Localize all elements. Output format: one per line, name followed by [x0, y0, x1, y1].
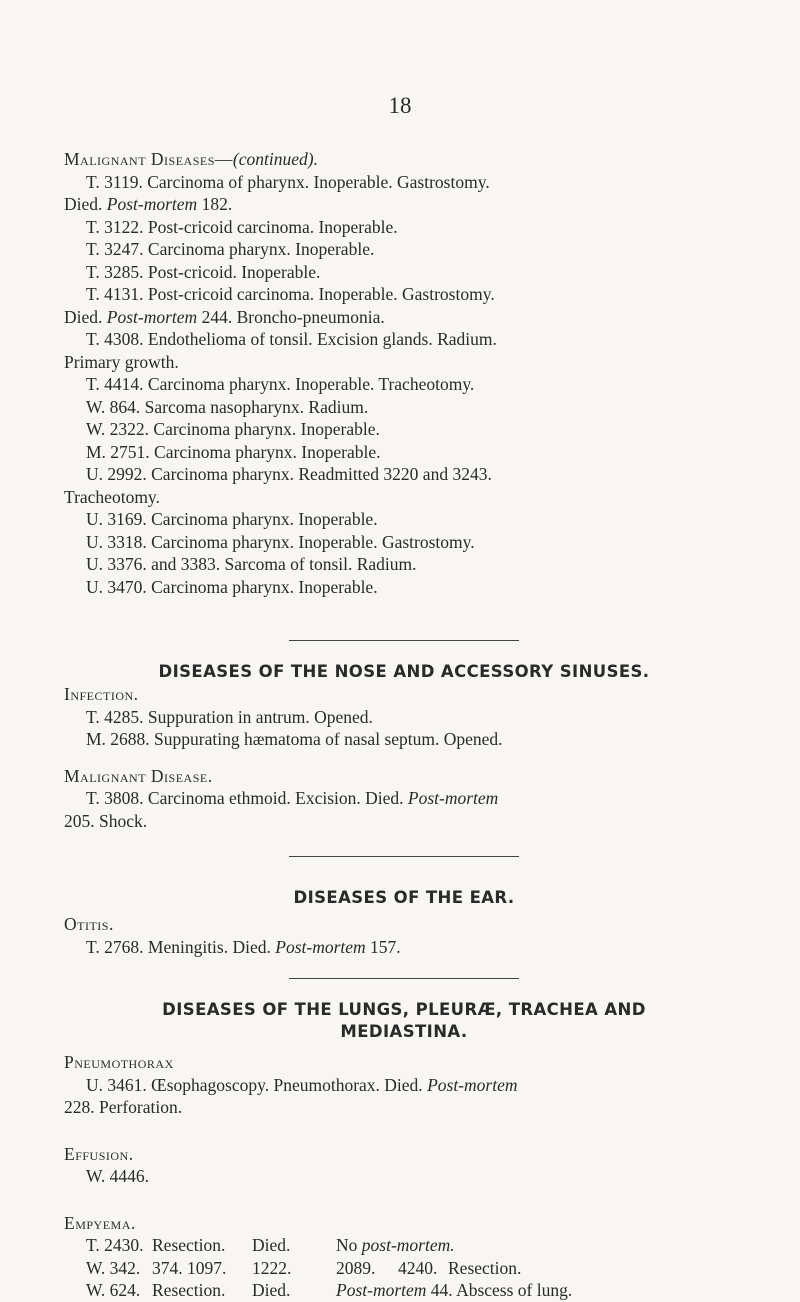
ear-heading: DISEASES OF THE EAR. [293, 888, 515, 907]
post-mortem-label: Post-mortem [427, 1074, 518, 1095]
case-text: U. 3169. Carcinoma pharynx. Inoperable. [86, 509, 378, 529]
cell: Resection. [448, 1257, 522, 1278]
cell: Resection. [152, 1235, 226, 1255]
cell: T. 2430. [86, 1235, 144, 1255]
heading-prefix: Malignant Diseases— [64, 149, 233, 169]
case-line [64, 193, 744, 216]
case-text: 244. Broncho-pneumonia. [201, 306, 385, 327]
cell: 4240. [398, 1257, 438, 1278]
case-line: T. 4285. Suppuration in antrum. Opened. [86, 706, 373, 727]
cell-text: Abscess of lung. [456, 1280, 573, 1300]
case-text: U. 3461. Œsophagoscopy. Pneumothorax. Died. [86, 1074, 423, 1095]
case-text: T. 3808. Carcinoma ethmoid. Excision. Died. [86, 788, 404, 808]
case-line [64, 576, 744, 599]
case-text: U. 2992. Carcinoma pharynx. Readmitted 3220 and 3243. [86, 464, 492, 484]
post-mortem-label: Post-mortem [106, 194, 198, 214]
page-number: 18 [388, 93, 412, 118]
nose-section [64, 661, 744, 832]
case-text: T. 3122. Post-cricoid carcinoma. Inoperable. [86, 216, 398, 237]
malignant-diseases-section [64, 148, 744, 598]
case-text: T. 3247. Carcinoma pharynx. Inoperable. [86, 239, 375, 259]
cell [336, 1234, 744, 1257]
case-line [64, 787, 744, 810]
case-line [64, 238, 744, 261]
ear-section [64, 887, 744, 958]
cell: Died. [252, 1280, 291, 1300]
case-text: M. 2751. Carcinoma pharynx. Inoperable. [86, 441, 381, 462]
case-text: 182. [201, 194, 233, 214]
lungs-section [64, 999, 744, 1302]
case-text: Tracheotomy. [64, 486, 160, 507]
infection-label: Infection. [64, 684, 139, 704]
case-text: T. 3285. Post-cricoid. Inoperable. [86, 261, 321, 282]
case-line [64, 261, 744, 284]
empyema-row [64, 1257, 744, 1280]
case-line [64, 216, 744, 239]
case-text: Died. [64, 194, 103, 214]
lungs-heading-line1: DISEASES OF THE LUNGS, PLEURÆ, TRACHEA AND [162, 1000, 646, 1019]
empyema-row [64, 1279, 744, 1302]
case-text: U. 3376. and 3383. Sarcoma of tonsil. Radium. [86, 554, 417, 574]
case-text: T. 4414. Carcinoma pharynx. Inoperable. Tracheotomy. [86, 374, 475, 394]
malignant-label: Malignant Disease. [64, 765, 213, 786]
empyema-row [64, 1234, 744, 1257]
case-text: U. 3470. Carcinoma pharynx. Inoperable. [86, 576, 378, 597]
case-text: W. 864. Sarcoma nasopharynx. Radium. [86, 396, 369, 417]
case-line: M. 2688. Suppurating hæmatoma of nasal septum. Opened. [86, 729, 503, 749]
case-line: 228. Perforation. [64, 1097, 183, 1117]
cell: 2089. [336, 1257, 376, 1278]
cell: Died. [252, 1235, 291, 1255]
case-line [64, 283, 744, 306]
cell: W. 342. [86, 1257, 141, 1278]
cell [336, 1279, 744, 1302]
case-line [64, 1074, 744, 1097]
case-line: 205. Shock. [64, 810, 148, 831]
empyema-label: Empyema. [64, 1212, 136, 1233]
case-line [64, 936, 744, 959]
cell: 1222. [252, 1257, 292, 1278]
nose-heading: DISEASES OF THE NOSE AND ACCESSORY SINUSES. [158, 662, 650, 681]
case-line [64, 486, 744, 509]
page-content [64, 148, 744, 1302]
case-line [64, 306, 744, 329]
post-mortem-label: Post-mortem [336, 1280, 427, 1300]
cell: 374. 1097. [152, 1257, 227, 1278]
case-text: Died. [64, 306, 103, 327]
case-text: T. 3119. Carcinoma of pharynx. Inoperable. Gastrostomy. [86, 171, 490, 192]
otitis-label: Otitis. [64, 914, 114, 934]
cell: Resection. [152, 1280, 226, 1300]
case-line: W. 4446. [86, 1166, 150, 1186]
case-line [64, 328, 744, 351]
post-mortem-label: Post-mortem [275, 936, 366, 957]
case-line [64, 418, 744, 441]
pneumothorax-label: Pneumothorax [64, 1052, 174, 1072]
case-line [64, 553, 744, 576]
heading-suffix: (continued). [232, 149, 318, 169]
case-line [64, 351, 744, 374]
post-mortem-number: 157. [370, 936, 401, 957]
case-line [64, 171, 744, 194]
case-text: Primary growth. [64, 351, 179, 372]
cell-text: No [336, 1235, 358, 1255]
case-text: T. 2768. Meningitis. Died. [86, 936, 271, 957]
case-line [64, 441, 744, 464]
post-mortem-label: Post-mortem [106, 306, 198, 327]
case-line [64, 396, 744, 419]
post-mortem-label: post-mortem. [361, 1235, 455, 1255]
effusion-label: Effusion. [64, 1143, 134, 1164]
case-line [64, 463, 744, 486]
case-line [64, 508, 744, 531]
case-line [64, 373, 744, 396]
post-mortem-label: Post-mortem [407, 788, 499, 808]
cell-text: 44. [430, 1280, 453, 1300]
case-text: U. 3318. Carcinoma pharynx. Inoperable. Gastrostomy. [86, 531, 475, 552]
case-text: W. 2322. Carcinoma pharynx. Inoperable. [86, 419, 380, 439]
case-line [64, 531, 744, 554]
case-text: T. 4308. Endothelioma of tonsil. Excision glands. Radium. [86, 329, 497, 349]
lungs-heading-line2: MEDIASTINA. [340, 1022, 468, 1041]
case-text: T. 4131. Post-cricoid carcinoma. Inoperable. Gastrostomy. [86, 284, 495, 304]
cell: W. 624. [86, 1280, 141, 1300]
section-heading [64, 148, 744, 171]
